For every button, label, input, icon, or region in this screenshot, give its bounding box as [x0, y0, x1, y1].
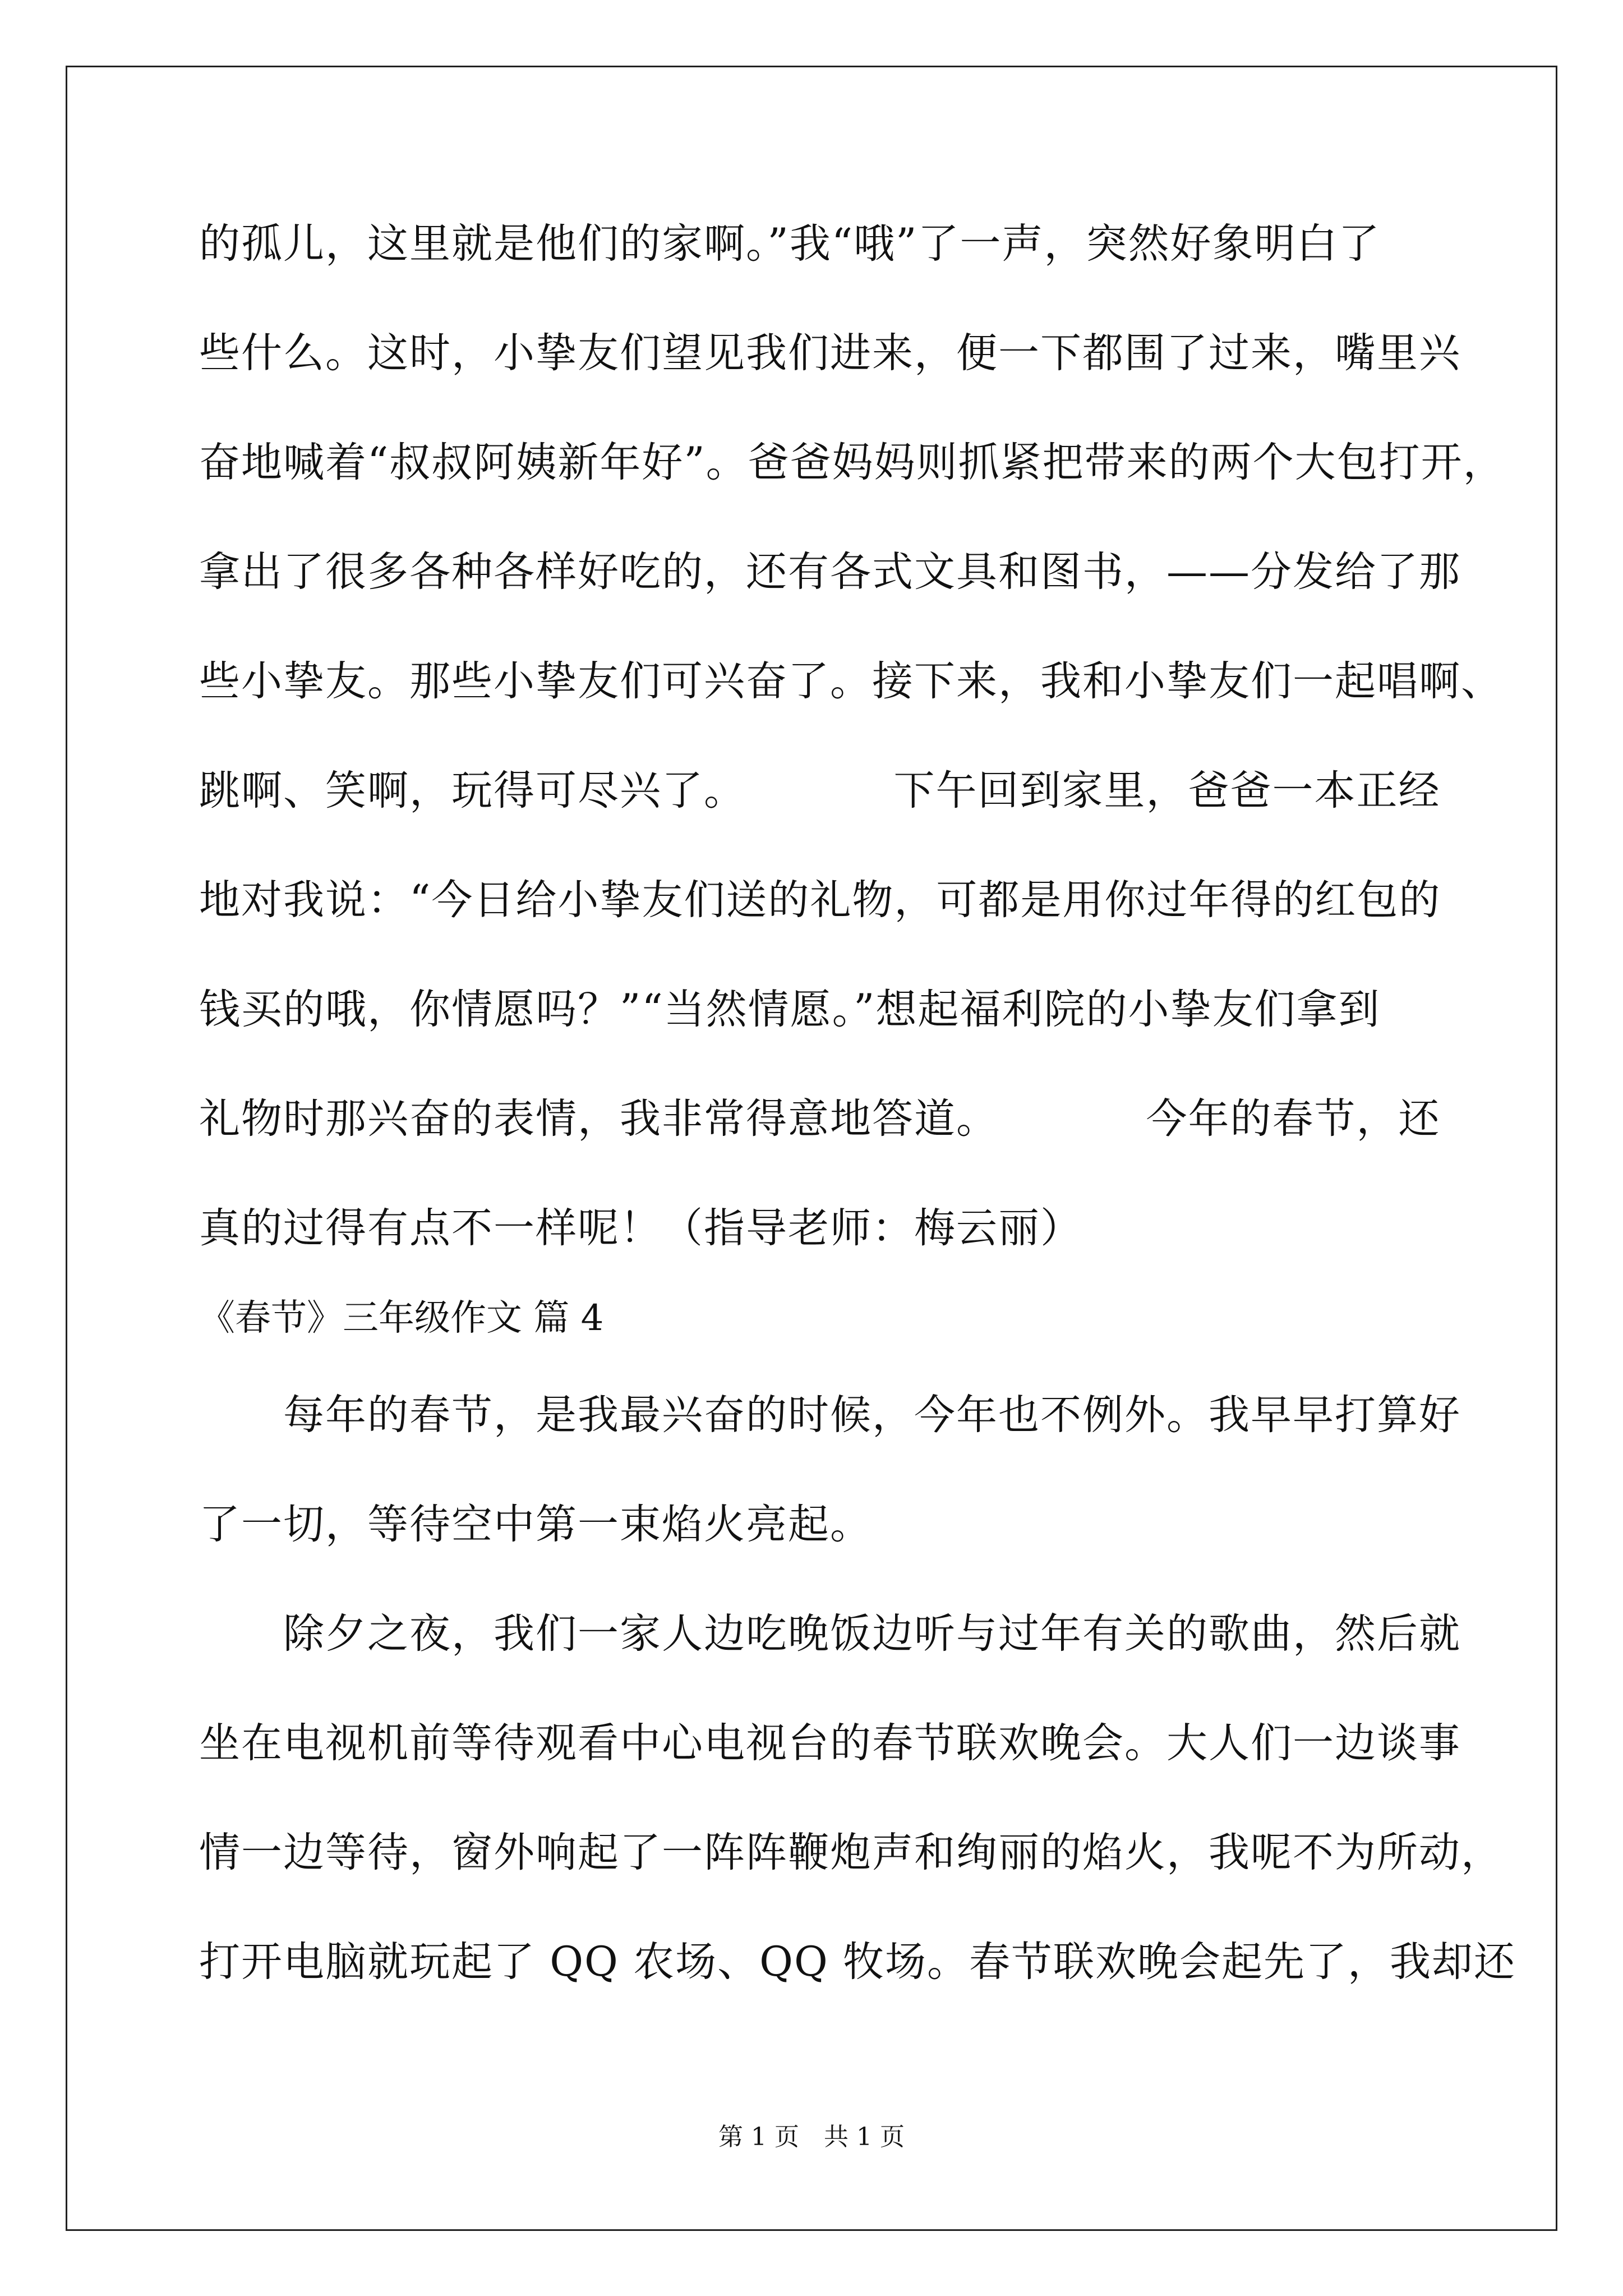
- page-border: [66, 66, 1557, 2231]
- body-line: 些什么。这时，小挚友们望见我们进来，便一下都围了过来，嘴里兴: [199, 329, 1461, 377]
- body-line: 了一切，等待空中第一束焰火亮起。: [199, 1501, 872, 1548]
- section-heading: 《春节》三年级作文 篇 4: [199, 1297, 604, 1339]
- body-line: 每年的春节，是我最兴奋的时候，今年也不例外。我早早打算好: [199, 1391, 1461, 1439]
- body-line: 除夕之夜，我们一家人边吃晚饭边听与过年有关的歌曲，然后就: [199, 1610, 1461, 1658]
- body-line: 真的过得有点不一样呢！（指导老师：梅云丽）: [199, 1204, 1082, 1252]
- body-line: 情一边等待，窗外响起了一阵阵鞭炮声和绚丽的焰火，我呢不为所动，: [199, 1829, 1503, 1876]
- body-line: 打开电脑就玩起了 QQ 农场、QQ 牧场。春节联欢晚会起先了，我却还: [199, 1938, 1516, 1986]
- body-line: 些小挚友。那些小挚友们可兴奋了。接下来，我和小挚友们一起唱啊、: [199, 657, 1503, 705]
- body-line: 地对我说：“今日给小挚友们送的礼物，可都是用你过年得的红包的: [199, 876, 1441, 924]
- body-line: 拿出了很多各种各样好吃的，还有各式文具和图书，——分发给了那: [199, 548, 1461, 596]
- body-line: 坐在电视机前等待观看中心电视台的春节联欢晚会。大人们一边谈事: [199, 1719, 1461, 1767]
- page-number-footer: 第 1 页 共 1 页: [718, 2123, 905, 2151]
- body-line: 钱买的哦，你情愿吗？”“当然情愿。”想起福利院的小挚友们拿到: [199, 986, 1381, 1033]
- body-line: 的孤儿，这里就是他们的家啊。”我“哦”了一声，突然好象明白了: [199, 220, 1381, 268]
- body-line: 礼物时那兴奋的表情，我非常得意地答道。 今年的春节，还: [199, 1095, 1441, 1143]
- body-line: 奋地喊着“叔叔阿姨新年好”。爸爸妈妈则抓紧把带来的两个大包打开，: [199, 439, 1505, 486]
- body-line: 跳啊、笑啊，玩得可尽兴了。 下午回到家里，爸爸一本正经: [199, 767, 1441, 815]
